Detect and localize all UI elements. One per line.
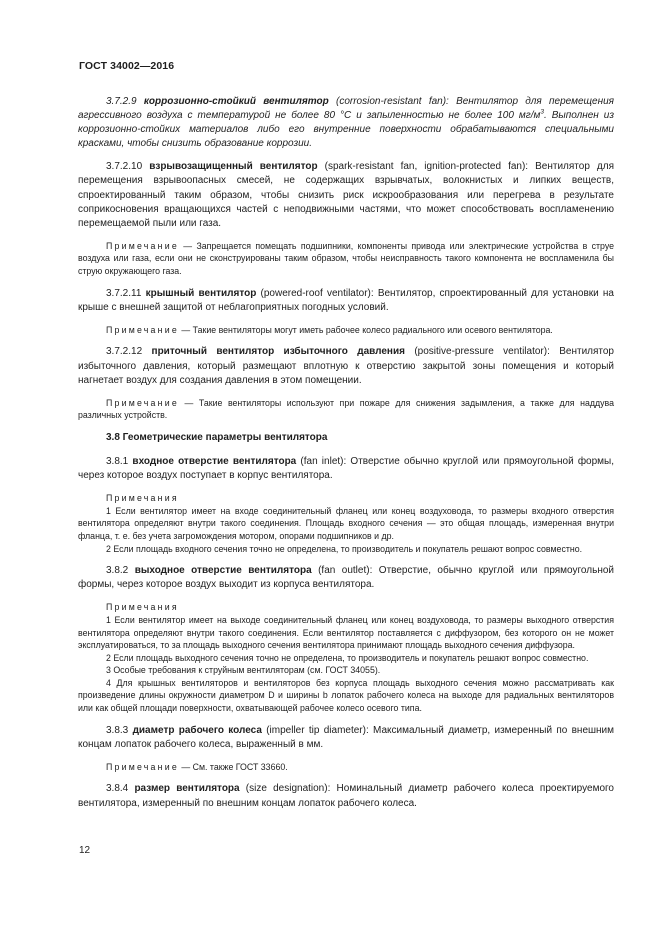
notes-label: Примечания <box>106 602 179 613</box>
notes-3-8-1 <box>78 492 614 555</box>
note-item: 2 Если площадь выходного сечения точно не определена, то производитель и покупатель решают вопрос совместно. <box>106 652 589 663</box>
note-dash: — <box>178 397 199 408</box>
document-body <box>78 95 614 820</box>
note-3-8-3 <box>78 761 614 774</box>
clause-3-8-4 <box>78 782 614 810</box>
definition: (size designation): Номинальный диаметр рабочего колеса проектируемого вентилятора, измеренный по внешним концам лопаток рабочего колеса. <box>78 783 614 809</box>
definition-cont: . Выполнен из коррозионно-стойких материалов либо его внутренние поверхности обрабатываются специальными красками, чтобы снизить образование коррозии. <box>78 110 615 150</box>
note-label: Примечание <box>106 240 179 251</box>
notes-label: Примечания <box>106 493 179 504</box>
definition: (positive-pressure ventilator): Вентилятор избыточного давления, который размещают вплотную к отверстию закрытой зоны помещения и который нагнетает воздух для создания давления в этом помещении. <box>78 346 614 386</box>
note-dash: — <box>178 761 193 772</box>
clause-number: 3.7.2.12 <box>106 346 143 358</box>
document-header: ГОСТ 34002—2016 <box>79 60 175 72</box>
clause-3-8-3 <box>78 724 614 752</box>
definition: (impeller tip diameter): Максимальный диаметр, измеренный по внешним концам лопаток рабочего колеса, выраженный в мм. <box>78 724 615 750</box>
term: входное отверстие вентилятора <box>132 455 297 467</box>
note-label: Примечание <box>106 761 179 772</box>
note-item: 1 Если вентилятор имеет на выходе соединительный фланец или конец воздуховода, то размеры выходного отверстия вентилятора определяют внутри такого соединения. Если вентилятор поставляется с диффузором, без которого он не может эксплуатироваться, то за площадь выходного сечения вентилятора принимают площадь выходного сечения диффузора. <box>78 614 614 651</box>
term: коррозионно-стойкий вентилятор <box>143 96 329 107</box>
term: взрывозащищенный вентилятор <box>149 161 318 173</box>
clause-number: 3.7.2.9 <box>106 96 137 107</box>
clause-3-8-1 <box>78 455 614 483</box>
clause-3-7-2-11 <box>78 287 614 315</box>
notes-3-8-2 <box>78 601 614 714</box>
section-heading-3-8: 3.8 Геометрические параметры вентилятора <box>106 431 328 443</box>
clause-3-7-2-10 <box>78 160 614 230</box>
term: диаметр рабочего колеса <box>132 724 262 736</box>
term: размер вентилятора <box>134 783 240 795</box>
clause-number: 3.8.2 <box>106 565 129 577</box>
definition: (fan outlet): Отверстие, обычно круглой или прямоугольной формы, через которое воздух выходит из корпуса вентилятора. <box>78 565 614 591</box>
note-item: 4 Для крышных вентиляторов и вентиляторов без корпуса площадь выходного сечения можно рассматривать как произведение длины окружности диаметром D и ширины b лопаток рабочего колеса на выходе для радиальных вентиляторов или как общей площади поверхности, охватывающей рабочее колесо осевого типа. <box>78 677 614 714</box>
definition: (fan inlet): Отверстие обычно круглой или прямоугольной формы, через которое воздух поступает в корпус вентилятора. <box>78 455 615 482</box>
note-dash: — <box>178 324 193 335</box>
note-text: Такие вентиляторы используют при пожаре для снижения задымления, а также для наддува различных устройств. <box>78 397 614 421</box>
superscript: 3 <box>540 108 544 116</box>
definition: (corrosion-resistant fan): Вентилятор для перемещения агрессивного воздуха с температурой не более 80 °С и запыленностью не более 100 мг/м <box>78 96 614 122</box>
note-text: Запрещается помещать подшипники, компоненты привода или электрические устройства в струе воздуха или газа, если они не сконструированы таким образом, чтобы неисправность такого компонента не воспламенила бы струю окружающего газа. <box>78 240 615 277</box>
clause-3-7-2-9 <box>78 95 614 151</box>
clause-number: 3.8.4 <box>106 783 129 795</box>
note-text: См. также ГОСТ 33660. <box>192 761 288 772</box>
clause-number: 3.8.3 <box>106 724 129 736</box>
page-number: 12 <box>79 845 91 856</box>
note-dash: — <box>178 240 197 251</box>
term: выходное отверстие вентилятора <box>134 565 312 577</box>
note-item: 3 Особые требования к струйным вентиляторам (см. ГОСТ 34055). <box>106 665 381 676</box>
definition: (spark-resistant fan, ignition-protected fan): Вентилятор для перемещения взрывоопасных смесей, не содержащих взрывчатых, волокнистых и липких веществ, спроектированный таким образом, чтобы снизить риск искрообразования или перегрева в результате соприкосновения вращающихся частей с неподвижными частями, что может способствовать воспламенению перемещаемой пыли или газа. <box>78 161 615 229</box>
clause-number: 3.7.2.11 <box>106 287 142 299</box>
note-3-7-2-11 <box>78 324 614 337</box>
note-3-7-2-12 <box>78 397 614 422</box>
term: приточный вентилятор избыточного давления <box>151 346 405 358</box>
clause-3-7-2-12 <box>78 345 614 387</box>
clause-number: 3.8.1 <box>106 455 129 467</box>
note-item: 2 Если площадь входного сечения точно не определена, то производитель и покупатель решают вопрос совместно. <box>106 543 583 554</box>
clause-3-8-2 <box>78 564 614 592</box>
note-label: Примечание <box>106 324 179 335</box>
note-item: 1 Если вентилятор имеет на входе соединительный фланец или конец воздуховода, то размеры входного отверстия вентилятора определяют внутри такого соединения. Площадь входного сечения — это общая площадь, измеренная внутри фланца, т. е. без учета загромождения мотором, опорами подшипников и др. <box>78 505 614 541</box>
note-text: Такие вентиляторы могут иметь рабочее колесо радиального или осевого вентилятора. <box>192 324 553 335</box>
clause-number: 3.7.2.10 <box>106 161 143 173</box>
definition: (powered-roof ventilator): Вентилятор, спроектированный для установки на крыше с внешней защитой от неблагоприятных погодных условий. <box>78 287 614 313</box>
term: крышный вентилятор <box>145 287 257 299</box>
note-3-7-2-10 <box>78 240 614 278</box>
note-label: Примечание <box>106 397 179 408</box>
